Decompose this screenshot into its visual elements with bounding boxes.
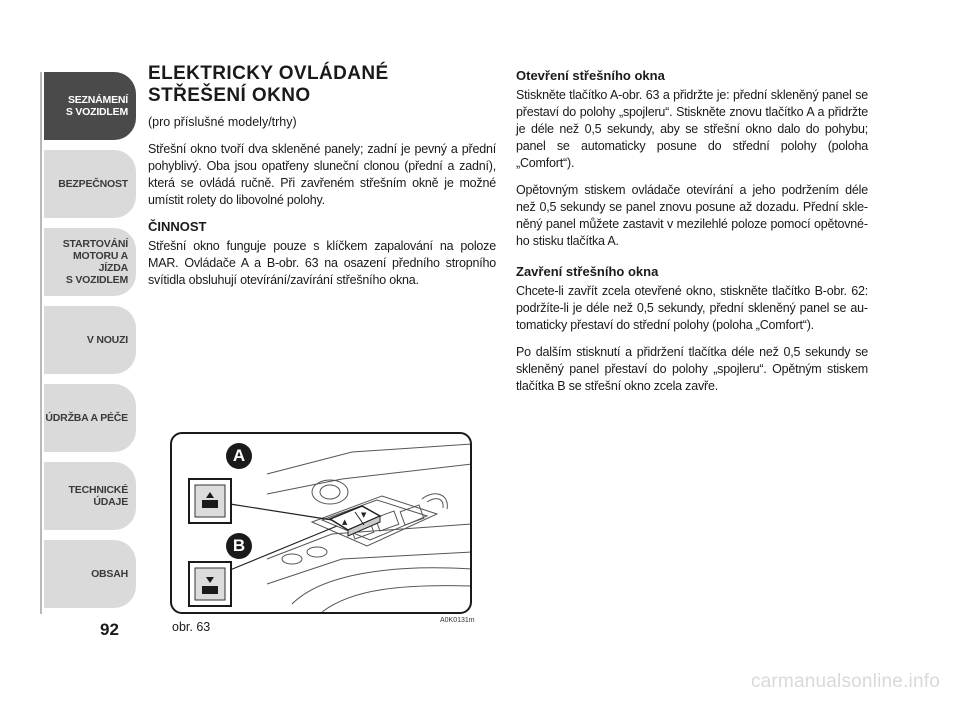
console-drawing	[267, 444, 472, 612]
tab-obsah[interactable]: OBSAH	[44, 540, 136, 608]
close-paragraph-2: Po dalším stisknutí a přidržení tlačítka déle než 0,5 sekundy se skleněný panel přestaví do polohy „spojleru“. Opětným stiskem tlačítka B se střešní okno zcela zavře.	[516, 345, 868, 393]
button-a-open-icon	[189, 479, 231, 523]
right-column	[516, 68, 868, 405]
tab-technicke-udaje[interactable]: TECHNICKÉ ÚDAJE	[44, 462, 136, 530]
figure-caption: obr. 63	[172, 620, 211, 634]
figure-code: A0K0131m	[440, 617, 475, 624]
section-title: ELEKTRICKY OVLÁDANÉ STŘEŠENÍ OKNO	[148, 63, 389, 106]
watermark: carmanualsonline.info	[750, 671, 940, 692]
section-subtitle: (pro příslušné modely/trhy)	[148, 115, 297, 129]
figure-label-b: B	[232, 536, 246, 555]
open-paragraph-2: Opětovným stiskem ovládače otevírání a jeho podržením déle než 0,5 sekundy se panel znovu posune až dozadu. Přední skleněný panel můžete zastavit v mezilehlé poloze pomocí opětovného stisku tlačítka A.	[516, 183, 868, 248]
heading-close: Zavření střešního okna	[516, 264, 659, 279]
cinnost-paragraph: Střešní okno funguje pouze s klíčkem zapalování na poloze MAR. Ovládače A a B-obr. 63 na osazení předního stropního svítidla obsluhují otevírání/zavírání střešního okna.	[148, 239, 496, 287]
tab-seznameni-s-vozidlem[interactable]: SEZNÁMENÍ S VOZIDLEM	[44, 72, 136, 140]
intro-paragraph: Střešní okno tvoří dva skleněné panely; zadní je pevný a přední pohyblivý. Oba jsou opatřeny sluneční clonou (přední a zadní), která se ovládá ručně. Při zavřeném střešním okně je možné umístit rolety do libovolné polohy.	[148, 142, 496, 207]
roof-control-illustration	[172, 434, 472, 614]
tab-startovani-motoru[interactable]: STARTOVÁNÍ MOTORU A JÍZDA S VOZIDLEM	[44, 228, 136, 296]
svg-text:▲: ▲	[342, 518, 348, 526]
tab-v-nouzi[interactable]: V NOUZI	[44, 306, 136, 374]
open-paragraph-1: Stiskněte tlačítko A-obr. 63 a přidržte je: přední skleněný panel se přestaví do polohy „spojleru“. Stiskněte znovu tlačítko A a přidržte je déle než 0,5 sekundy, aby se střešní okno dalo do pohybu; panel se automaticky posune do střední polohy (poloha „Comfort“).	[516, 88, 868, 170]
svg-text:▼: ▼	[361, 511, 367, 519]
page-number: 92	[100, 620, 119, 639]
heading-open: Otevření střešního okna	[516, 68, 665, 83]
figure-roof-controls	[170, 432, 472, 614]
close-paragraph-1: Chcete-li zavřít zcela otevřené okno, stiskněte tlačítko B-obr. 62: podržíte-li je déle než 0,5 sekundy, přední skleněný panel se automaticky přestaví do střední polohy (poloha „Comfort“).	[516, 284, 868, 332]
heading-cinnost: ČINNOST	[148, 219, 207, 234]
left-column	[148, 63, 496, 299]
button-b-close-icon	[189, 562, 231, 606]
tab-udrzba-a-pece[interactable]: ÚDRŽBA A PÉČE	[44, 384, 136, 452]
figure-label-a: A	[232, 446, 246, 465]
nav-divider	[40, 72, 42, 614]
tab-bezpecnost[interactable]: BEZPEČNOST	[44, 150, 136, 218]
